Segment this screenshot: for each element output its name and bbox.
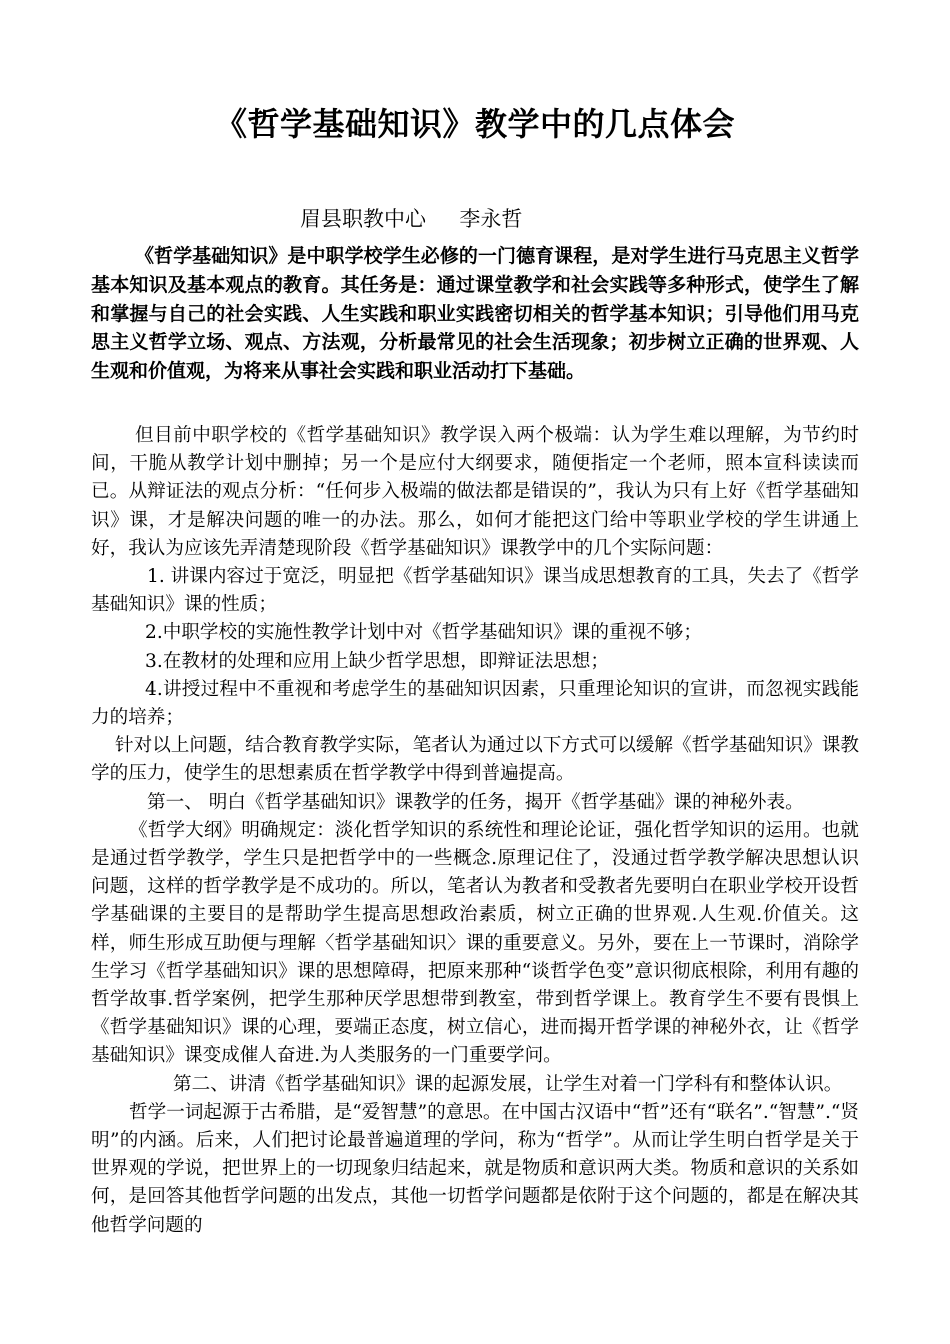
body-paragraph: 但目前中职学校的《哲学基础知识》教学误入两个极端：认为学生难以理解，为节约时间，干脆从教学计划中删掉；另一个是应付大纲要求，随便指定一个老师，照本宣科读读而已。从辩证法的观点分析：“任何步入极端的做法都是错误的”，我认为只有上好《哲学基础知识》课，才是解决问题的唯一的办法。那么，如何才能把这门给中等职业学校的学生讲通上好，我认为应该先弄清楚现阶段《哲学基础知识》课教学中的几个实际问题： bbox=[91, 424, 859, 559]
document-body bbox=[91, 242, 859, 1240]
section-heading-1: 第一、 明白《哲学基础知识》课教学的任务，揭开《哲学基础》课的神秘外表。 bbox=[147, 791, 804, 813]
body-paragraph: 《哲学大纲》明确规定：淡化哲学知识的系统性和理论论证，强化哲学知识的运用。也就是通过哲学教学，学生只是把哲学中的一些概念.原理记住了，没通过哲学教学解决思想认识问题，这样的哲学教学是不成功的。所以，笔者认为教者和受教者先要明白在职业学校开设哲学基础课的主要目的是帮助学生提高思想政治素质，树立正确的世界观.人生观.价值关。这样，师生形成互助便与理解〈哲学基础知识〉课的重要意义。另外，要在上一节课时，消除学生学习《哲学基础知识》课的思想障碍，把原来那种“谈哲学色变”意识彻底根除，利用有趣的哲学故事.哲学案例，把学生那种厌学思想带到教室，带到哲学课上。教育学生不要有畏惧上《哲学基础知识》课的心理，要端正态度，树立信心，进而揭开哲学课的神秘外衣，让《哲学基础知识》课变成催人奋进.为人类服务的一门重要学问。 bbox=[91, 819, 859, 1067]
list-item-2: 2.中职学校的实施性教学计划中对《哲学基础知识》课的重视不够； bbox=[145, 622, 702, 644]
list-item-1: 1. 讲课内容过于宽泛，明显把《哲学基础知识》课当成思想教育的工具，失去了《哲学基础知识》课的性质； bbox=[91, 566, 859, 616]
list-item-3: 3.在教材的处理和应用上缺少哲学思想，即辩证法思想； bbox=[145, 650, 609, 672]
section-heading-2: 第二、讲清《哲学基础知识》课的起源发展，让学生对着一门学科有和整体认识。 bbox=[173, 1073, 843, 1095]
author-line: 眉县职教中心 李永哲 bbox=[300, 207, 523, 231]
document-title: 《哲学基础知识》教学中的几点体会 bbox=[214, 105, 735, 143]
abstract-paragraph: 《哲学基础知识》是中职学校学生必修的一门德育课程，是对学生进行马克思主义哲学基本知识及基本观点的教育。其任务是：通过课堂教学和社会实践等多种形式，使学生了解和掌握与自己的社会实践、人生实践和职业实践密切相关的哲学基本知识；引导他们用马克思主义哲学立场、观点、方法观，分析最常见的社会生活现象；初步树立正确的世界观、人生观和价值观，为将来从事社会实践和职业活动打下基础。 bbox=[91, 245, 859, 383]
list-item-4: 4.讲授过程中不重视和考虑学生的基础知识因素，只重理论知识的宣讲，而忽视实践能力的培养； bbox=[91, 678, 859, 729]
body-paragraph: 针对以上问题，结合教育教学实际，笔者认为通过以下方式可以缓解《哲学基础知识》课教学的压力，使学生的思想素质在哲学教学中得到普遍提高。 bbox=[91, 735, 859, 785]
body-paragraph: 哲学一词起源于古希腊，是“爱智慧”的意思。在中国古汉语中“哲”还有“联名”.“智慧”.“贤明”的内涵。后来，人们把讨论最普遍道理的学问，称为“哲学”。从而让学生明白哲学是关于世界观的学说，把世界上的一切现象归结起来，就是物质和意识两大类。物质和意识的关系如何，是回答其他哲学问题的出发点，其他一切哲学问题都是依附于这个问题的，都是在解决其他哲学问题的 bbox=[91, 1101, 859, 1236]
paragraph-spacer bbox=[91, 386, 859, 422]
